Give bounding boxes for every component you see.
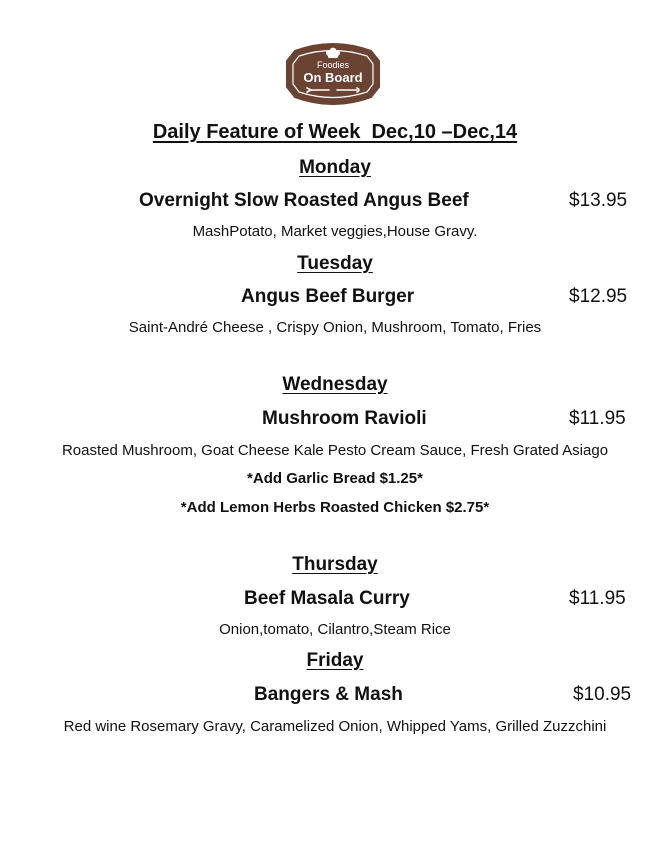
dish-name-friday: Bangers & Mash xyxy=(254,684,403,705)
addon-garlic-bread: *Add Garlic Bread $1.25* xyxy=(247,470,423,487)
day-heading-tuesday: Tuesday xyxy=(297,253,373,274)
dish-name-thursday: Beef Masala Curry xyxy=(244,588,410,609)
dish-price-tuesday: $12.95 xyxy=(569,286,628,307)
dish-description-friday: Red wine Rosemary Gravy, Caramelized Onion, Whipped Yams, Grilled Zuzzchini xyxy=(63,718,607,735)
logo-badge-icon xyxy=(281,43,385,105)
day-heading-friday: Friday xyxy=(306,650,364,671)
dish-price-thursday: $11.95 xyxy=(569,588,626,609)
logo-line1: Foodies xyxy=(316,60,350,70)
dish-price-wednesday: $11.95 xyxy=(569,408,626,429)
dish-name-tuesday: Angus Beef Burger xyxy=(241,286,415,307)
day-heading-wednesday: Wednesday xyxy=(282,374,388,395)
dish-description-wednesday: Roasted Mushroom, Goat Cheese Kale Pesto Cream Sauce, Fresh Grated Asiago xyxy=(61,442,609,459)
logo-line2: On Board xyxy=(303,70,363,85)
dish-name-wednesday: Mushroom Ravioli xyxy=(262,408,427,429)
dish-description-monday: MashPotato, Market veggies,House Gravy. xyxy=(192,223,478,240)
dish-price-monday: $13.95 xyxy=(569,190,628,211)
foodies-on-board-logo xyxy=(281,43,385,105)
page-title: Daily Feature of Week Dec,10 –Dec,14 xyxy=(152,121,518,143)
addon-roasted-chicken: *Add Lemon Herbs Roasted Chicken $2.75* xyxy=(180,499,490,516)
dish-description-tuesday: Saint-André Cheese , Crispy Onion, Mushroom, Tomato, Fries xyxy=(128,319,542,336)
dish-price-friday: $10.95 xyxy=(573,684,632,705)
day-heading-thursday: Thursday xyxy=(292,554,378,575)
dish-name-monday: Overnight Slow Roasted Angus Beef xyxy=(139,190,469,211)
dish-description-thursday: Onion,tomato, Cilantro,Steam Rice xyxy=(219,621,451,638)
day-heading-monday: Monday xyxy=(299,157,371,178)
